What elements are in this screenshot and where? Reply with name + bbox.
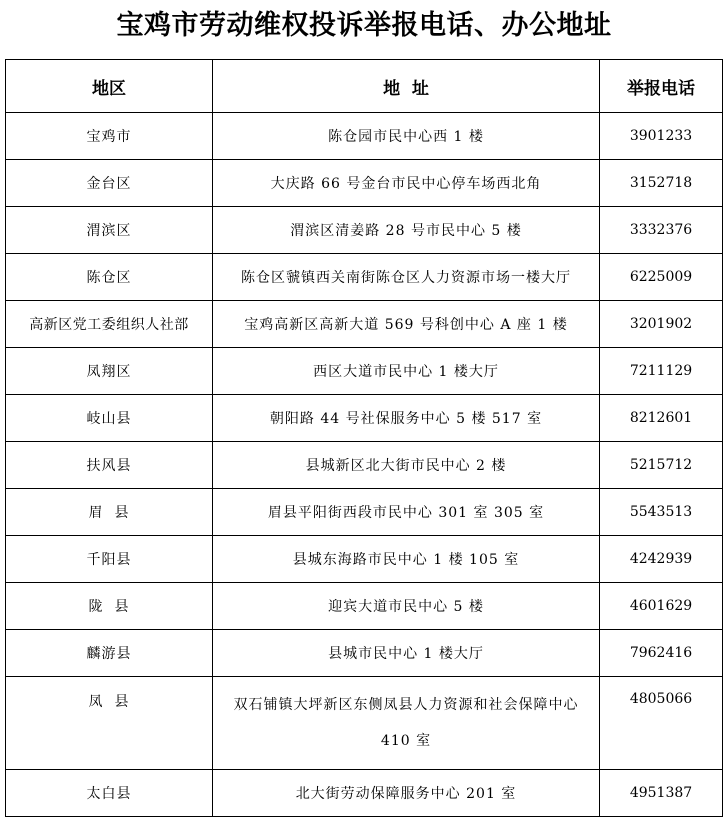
phone-cell: 4805066 xyxy=(600,677,723,770)
phone-cell: 7211129 xyxy=(600,348,723,395)
table-row xyxy=(6,630,723,677)
table-row xyxy=(6,489,723,536)
phone-cell: 3901233 xyxy=(600,113,723,160)
phone-cell: 6225009 xyxy=(600,254,723,301)
table-row xyxy=(6,348,723,395)
address-cell: 眉县平阳街西段市民中心 301 室 305 室 xyxy=(213,489,600,536)
phone-cell: 3152718 xyxy=(600,160,723,207)
address-cell: 陈仓园市民中心西 1 楼 xyxy=(213,113,600,160)
region-cell: 凤 县 xyxy=(6,677,213,770)
phone-cell: 5543513 xyxy=(600,489,723,536)
phone-cell: 4242939 xyxy=(600,536,723,583)
address-cell: 朝阳路 44 号社保服务中心 5 楼 517 室 xyxy=(213,395,600,442)
address-cell: 渭滨区清姜路 28 号市民中心 5 楼 xyxy=(213,207,600,254)
table-row xyxy=(6,301,723,348)
region-cell: 金台区 xyxy=(6,160,213,207)
header-region: 地区 xyxy=(6,60,213,113)
table-row xyxy=(6,113,723,160)
phone-cell: 3201902 xyxy=(600,301,723,348)
address-cell: 县城新区北大街市民中心 2 楼 xyxy=(213,442,600,489)
region-cell: 扶风县 xyxy=(6,442,213,489)
table-row xyxy=(6,160,723,207)
contact-table xyxy=(5,59,723,817)
table-header-row xyxy=(6,60,723,113)
phone-cell: 3332376 xyxy=(600,207,723,254)
phone-cell: 5215712 xyxy=(600,442,723,489)
table-row xyxy=(6,254,723,301)
address-cell: 大庆路 66 号金台市民中心停车场西北角 xyxy=(213,160,600,207)
table-row xyxy=(6,583,723,630)
address-cell: 陈仓区虢镇西关南街陈仓区人力资源市场一楼大厅 xyxy=(213,254,600,301)
region-cell: 凤翔区 xyxy=(6,348,213,395)
header-address: 地 址 xyxy=(213,60,600,113)
table-row xyxy=(6,442,723,489)
region-cell: 高新区党工委组织人社部 xyxy=(6,301,213,348)
region-cell: 眉 县 xyxy=(6,489,213,536)
region-cell: 麟游县 xyxy=(6,630,213,677)
address-cell: 县城市民中心 1 楼大厅 xyxy=(213,630,600,677)
address-cell: 县城东海路市民中心 1 楼 105 室 xyxy=(213,536,600,583)
address-cell: 宝鸡高新区高新大道 569 号科创中心 A 座 1 楼 xyxy=(213,301,600,348)
region-cell: 太白县 xyxy=(6,770,213,817)
table-row xyxy=(6,207,723,254)
address-cell: 西区大道市民中心 1 楼大厅 xyxy=(213,348,600,395)
phone-cell: 7962416 xyxy=(600,630,723,677)
table-row xyxy=(6,770,723,817)
region-cell: 宝鸡市 xyxy=(6,113,213,160)
address-cell: 北大街劳动保障服务中心 201 室 xyxy=(213,770,600,817)
address-cell: 迎宾大道市民中心 5 楼 xyxy=(213,583,600,630)
phone-cell: 4601629 xyxy=(600,583,723,630)
header-phone: 举报电话 xyxy=(600,60,723,113)
table-row xyxy=(6,395,723,442)
address-cell: 双石铺镇大坪新区东侧凤县人力资源和社会保障中心 410 室 xyxy=(213,677,600,770)
region-cell: 渭滨区 xyxy=(6,207,213,254)
region-cell: 陈仓区 xyxy=(6,254,213,301)
phone-cell: 8212601 xyxy=(600,395,723,442)
phone-cell: 4951387 xyxy=(600,770,723,817)
region-cell: 岐山县 xyxy=(6,395,213,442)
region-cell: 千阳县 xyxy=(6,536,213,583)
page-title: 宝鸡市劳动维权投诉举报电话、办公地址 xyxy=(116,10,612,41)
region-cell: 陇 县 xyxy=(6,583,213,630)
table-row xyxy=(6,536,723,583)
table-row xyxy=(6,677,723,770)
